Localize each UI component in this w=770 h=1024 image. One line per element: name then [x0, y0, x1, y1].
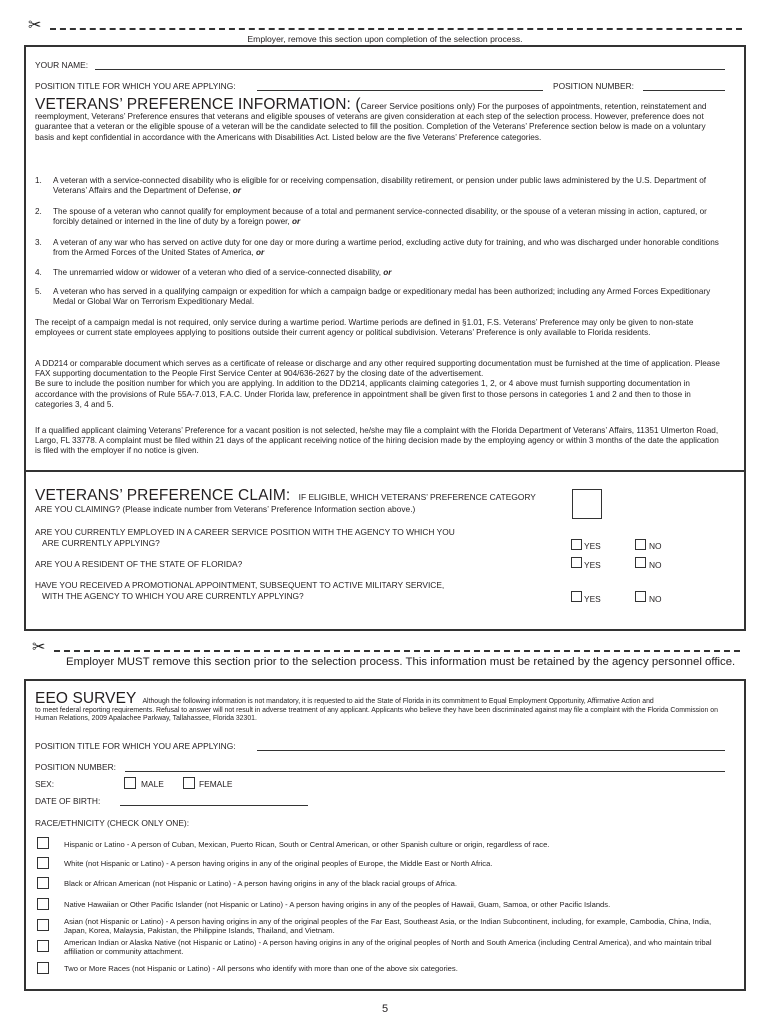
q1-no-label: NO	[649, 541, 662, 551]
female-checkbox[interactable]	[183, 777, 195, 789]
q-career-service: ARE YOU CURRENTLY EMPLOYED IN A CAREER SERVICE POSITION WITH THE AGENCY TO WHICH YOU ARE CURRENTLY APPLYING?	[35, 527, 455, 548]
q1-no-checkbox[interactable]	[635, 539, 646, 550]
your-name-label: YOUR NAME:	[35, 60, 89, 70]
race-checkbox-american-indian[interactable]	[37, 940, 49, 952]
race-option-asian: Asian (not Hispanic or Latino) - A person having origins in any of the original peoples of the Far East, Southeast Asia, or the Indian Subcontinent, including, for example, Cambodia, China, India, Japan, Korea, Malaysia, Pakistan, the Philippine Islands, Thailand, and Vietnam.	[64, 917, 712, 935]
vp-claim-heading: VETERANS’ PREFERENCE CLAIM:	[35, 487, 291, 504]
eeo-position-title-field[interactable]	[257, 750, 725, 751]
race-checkbox-white[interactable]	[37, 857, 49, 869]
race-checkbox-pacific-islander[interactable]	[37, 898, 49, 910]
q2-yes-label: YES	[584, 560, 601, 570]
q-promotional-appointment: HAVE YOU RECEIVED A PROMOTIONAL APPOINTMENT, SUBSEQUENT TO ACTIVE MILITARY SERVICE, WITH THE AGENCY TO WHICH YOU ARE CURRENTLY APPLYING?	[35, 580, 445, 601]
cut-line-top	[50, 28, 742, 30]
your-name-field[interactable]	[95, 69, 725, 70]
dob-field[interactable]	[120, 805, 308, 806]
vp-information-text: For the purposes of appointments, retention, reinstatement and reemployment, Veterans’ Preference ensures that veterans and eligible spouses of veterans are given consideration at each step of the selection process. However, preference does not guarantee that a veteran or the eligible spouse of a veteran will be the candidate selected to fill the position. Completion of the Veterans’ Preference section below is made on a voluntary basis and kept confidential in accordance with the Americans with Disabilities Act. Listed below are the five Veterans’ Preference categories.	[35, 102, 707, 142]
dob-label: DATE OF BIRTH:	[35, 796, 101, 806]
race-checkbox-hispanic[interactable]	[37, 837, 49, 849]
q3-no-checkbox[interactable]	[635, 591, 646, 602]
race-option-pacific-islander: Native Hawaiian or Other Pacific Islander (not Hispanic or Latino) - A person having origins in any of the peoples of Hawaii, Guam, Samoa, or other Pacific Islands.	[64, 900, 611, 909]
race-checkbox-asian[interactable]	[37, 919, 49, 931]
sex-label: SEX:	[35, 779, 55, 789]
cut-line-middle	[54, 650, 740, 652]
race-option-american-indian: American Indian or Alaska Native (not Hispanic or Latino) - A person having origins in any of the original peoples of North and South America (including Central America), and who maintain tribal affiliation or community attachment.	[64, 938, 712, 956]
q3-yes-label: YES	[584, 594, 601, 604]
vp-complaint-paragraph: If a qualified applicant claiming Veterans’ Preference for a vacant position is not selected, he/she may file a complaint with the Florida Department of Veterans’ Affairs, 11351 Ulmerton Road, Largo, FL 33778. A complaint must be filed within 21 days of the applicant receiving notice of the hiring decision made by the employing agency or within 3 months of the date the application is filed with the employer if no notice is given.	[35, 426, 719, 456]
race-checkbox-two-or-more[interactable]	[37, 962, 49, 974]
position-number-label: POSITION NUMBER:	[553, 81, 634, 91]
male-label: MALE	[141, 779, 164, 789]
top-cut-instruction: Employer, remove this section upon completion of the selection process.	[247, 34, 523, 44]
q-florida-resident: ARE YOU A RESIDENT OF THE STATE OF FLORIDA?	[35, 559, 243, 569]
vp-receipt-paragraph: The receipt of a campaign medal is not required, only service during a wartime period. Wartime periods are defined in §1.01, F.S. Veterans’ Preference may only be given to non-state employees or current state employees applying to positions outside their current agency or political subdivision. Veterans’ Preference is only available to Florida residents.	[35, 318, 694, 338]
race-checkbox-black[interactable]	[37, 877, 49, 889]
vp-information-heading: VETERANS’ PREFERENCE INFORMATION: (	[35, 96, 361, 113]
male-checkbox[interactable]	[124, 777, 136, 789]
scissors-icon: ✂	[28, 17, 42, 34]
eeo-heading: EEO SURVEY	[35, 690, 137, 707]
q3-yes-checkbox[interactable]	[571, 591, 582, 602]
position-number-field[interactable]	[643, 90, 725, 91]
page-number: 5	[381, 1003, 389, 1015]
middle-cut-instruction: Employer MUST remove this section prior to the selection process. This information must be retained by the agency personnel office.	[66, 656, 736, 668]
race-option-hispanic: Hispanic or Latino - A person of Cuban, Mexican, Puerto Rican, South or Central American, or other Spanish culture or origin, regardless of race.	[64, 840, 550, 849]
vp-information-intro	[35, 96, 725, 143]
position-title-label: POSITION TITLE FOR WHICH YOU ARE APPLYING:	[35, 81, 236, 91]
vp-category-number-box[interactable]	[572, 489, 602, 519]
q2-no-checkbox[interactable]	[635, 557, 646, 568]
scissors-icon: ✂	[32, 639, 46, 656]
vp-dd214-paragraph: A DD214 or comparable document which serves as a certificate of release or discharge and any other required supporting documentation must be furnished at the time of application. Please FAX supporting documentation to the People First Service Center at 904/636-2627 by the closing date of the advertisement. Be sure to include the position number for which you are applying. In addition to the DD214, applicants claiming categories 1, 2, or 4 above must furnish supporting documentation in accordance with the provisions of Rule 55A-7.013, F.A.C. Under Florida law, preference in appointment shall be given first to those persons in categories 1 and 2 and then to those in categories 3, 4 and 5.	[35, 359, 720, 409]
eeo-intro: EEO SURVEY Although the following information is not mandatory, it is requested to aid the State of Florida in its commitment to Equal Employment Opportunity, Affirmative Action and to meet federal reporting requirements. Refusal to answer will not result in adverse treatment of any applicant. Applicants who believe they have been discriminated against may file a complaint with the Florida Commission on Human Relations, 2009 Apalachee Parkway, Tallahassee, Florida 32301.	[35, 690, 718, 723]
race-option-black: Black or African American (not Hispanic or Latino) - A person having origins in any of the black racial groups of Africa.	[64, 879, 457, 888]
race-option-two-or-more: Two or More Races (not Hispanic or Latino) - All persons who identify with more than one of the above six categories.	[64, 964, 458, 973]
female-label: FEMALE	[199, 779, 233, 789]
vp-claim-prompt-2: ARE YOU CLAIMING? (Please indicate number from Veterans’ Preference Information section above.)	[35, 504, 416, 514]
vp-claim-heading-row	[35, 487, 536, 505]
eeo-position-title-label: POSITION TITLE FOR WHICH YOU ARE APPLYING:	[35, 741, 236, 751]
q2-yes-checkbox[interactable]	[571, 557, 582, 568]
vp-claim-prompt: IF ELIGIBLE, WHICH VETERANS’ PREFERENCE CATEGORY	[298, 492, 536, 502]
position-title-field[interactable]	[257, 90, 543, 91]
q2-no-label: NO	[649, 560, 662, 570]
q1-yes-label: YES	[584, 541, 601, 551]
vp-information-subheading: Career Service positions only)	[360, 101, 476, 111]
eeo-position-number-field[interactable]	[125, 771, 725, 772]
q1-yes-checkbox[interactable]	[571, 539, 582, 550]
race-option-white: White (not Hispanic or Latino) - A person having origins in any of the original peoples of Europe, the Middle East or North Africa.	[64, 859, 493, 868]
eeo-position-number-label: POSITION NUMBER:	[35, 762, 116, 772]
q3-no-label: NO	[649, 594, 662, 604]
race-label: RACE/ETHNICITY (CHECK ONLY ONE):	[35, 818, 190, 828]
